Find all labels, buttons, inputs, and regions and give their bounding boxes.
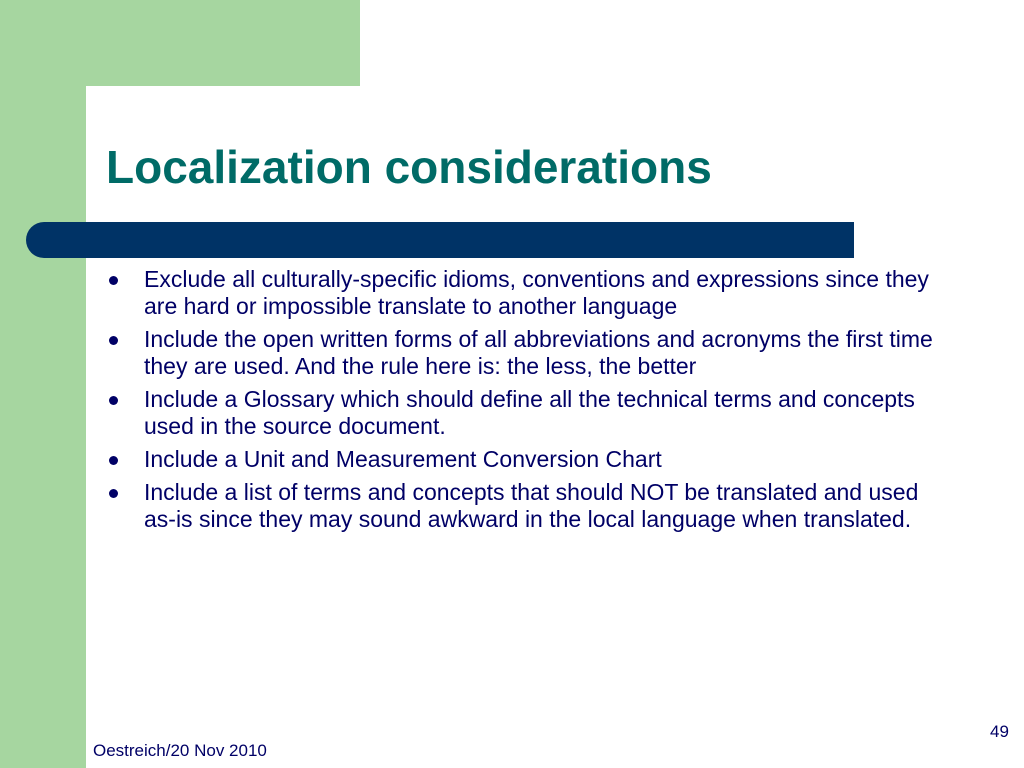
page-number: 49	[990, 722, 1009, 741]
footer-text: Oestreich/20 Nov 2010	[93, 741, 267, 760]
bullet-text: Include a list of terms and concepts that should NOT be translated and used as-is since they may sound awkward in the local language when translated.	[144, 479, 919, 532]
bullet-dot-icon	[109, 456, 118, 465]
bullet-item	[106, 386, 956, 440]
bullet-item	[106, 266, 956, 320]
bullet-dot-icon	[109, 276, 118, 285]
bullet-list	[106, 266, 956, 539]
bullet-item	[106, 479, 956, 533]
bullet-text: Include a Unit and Measurement Conversion Chart	[144, 446, 662, 472]
bullet-text: Exclude all culturally-specific idioms, conventions and expressions since they are hard or impossible translate to another language	[144, 266, 929, 319]
green-side-band	[0, 0, 86, 768]
green-top-band	[0, 0, 360, 86]
bullet-dot-icon	[109, 489, 118, 498]
rounded-corner	[86, 86, 146, 146]
bullet-text: Include a Glossary which should define all the technical terms and concepts used in the source document.	[144, 386, 915, 439]
slide-title: Localization considerations	[106, 141, 712, 193]
bullet-item	[106, 446, 956, 473]
bullet-item	[106, 326, 956, 380]
bullet-dot-icon	[109, 336, 118, 345]
bullet-text: Include the open written forms of all abbreviations and acronyms the first time they are used. And the rule here is: the less, the better	[144, 326, 933, 379]
bullet-dot-icon	[109, 396, 118, 405]
title-underline-bar	[26, 222, 854, 258]
